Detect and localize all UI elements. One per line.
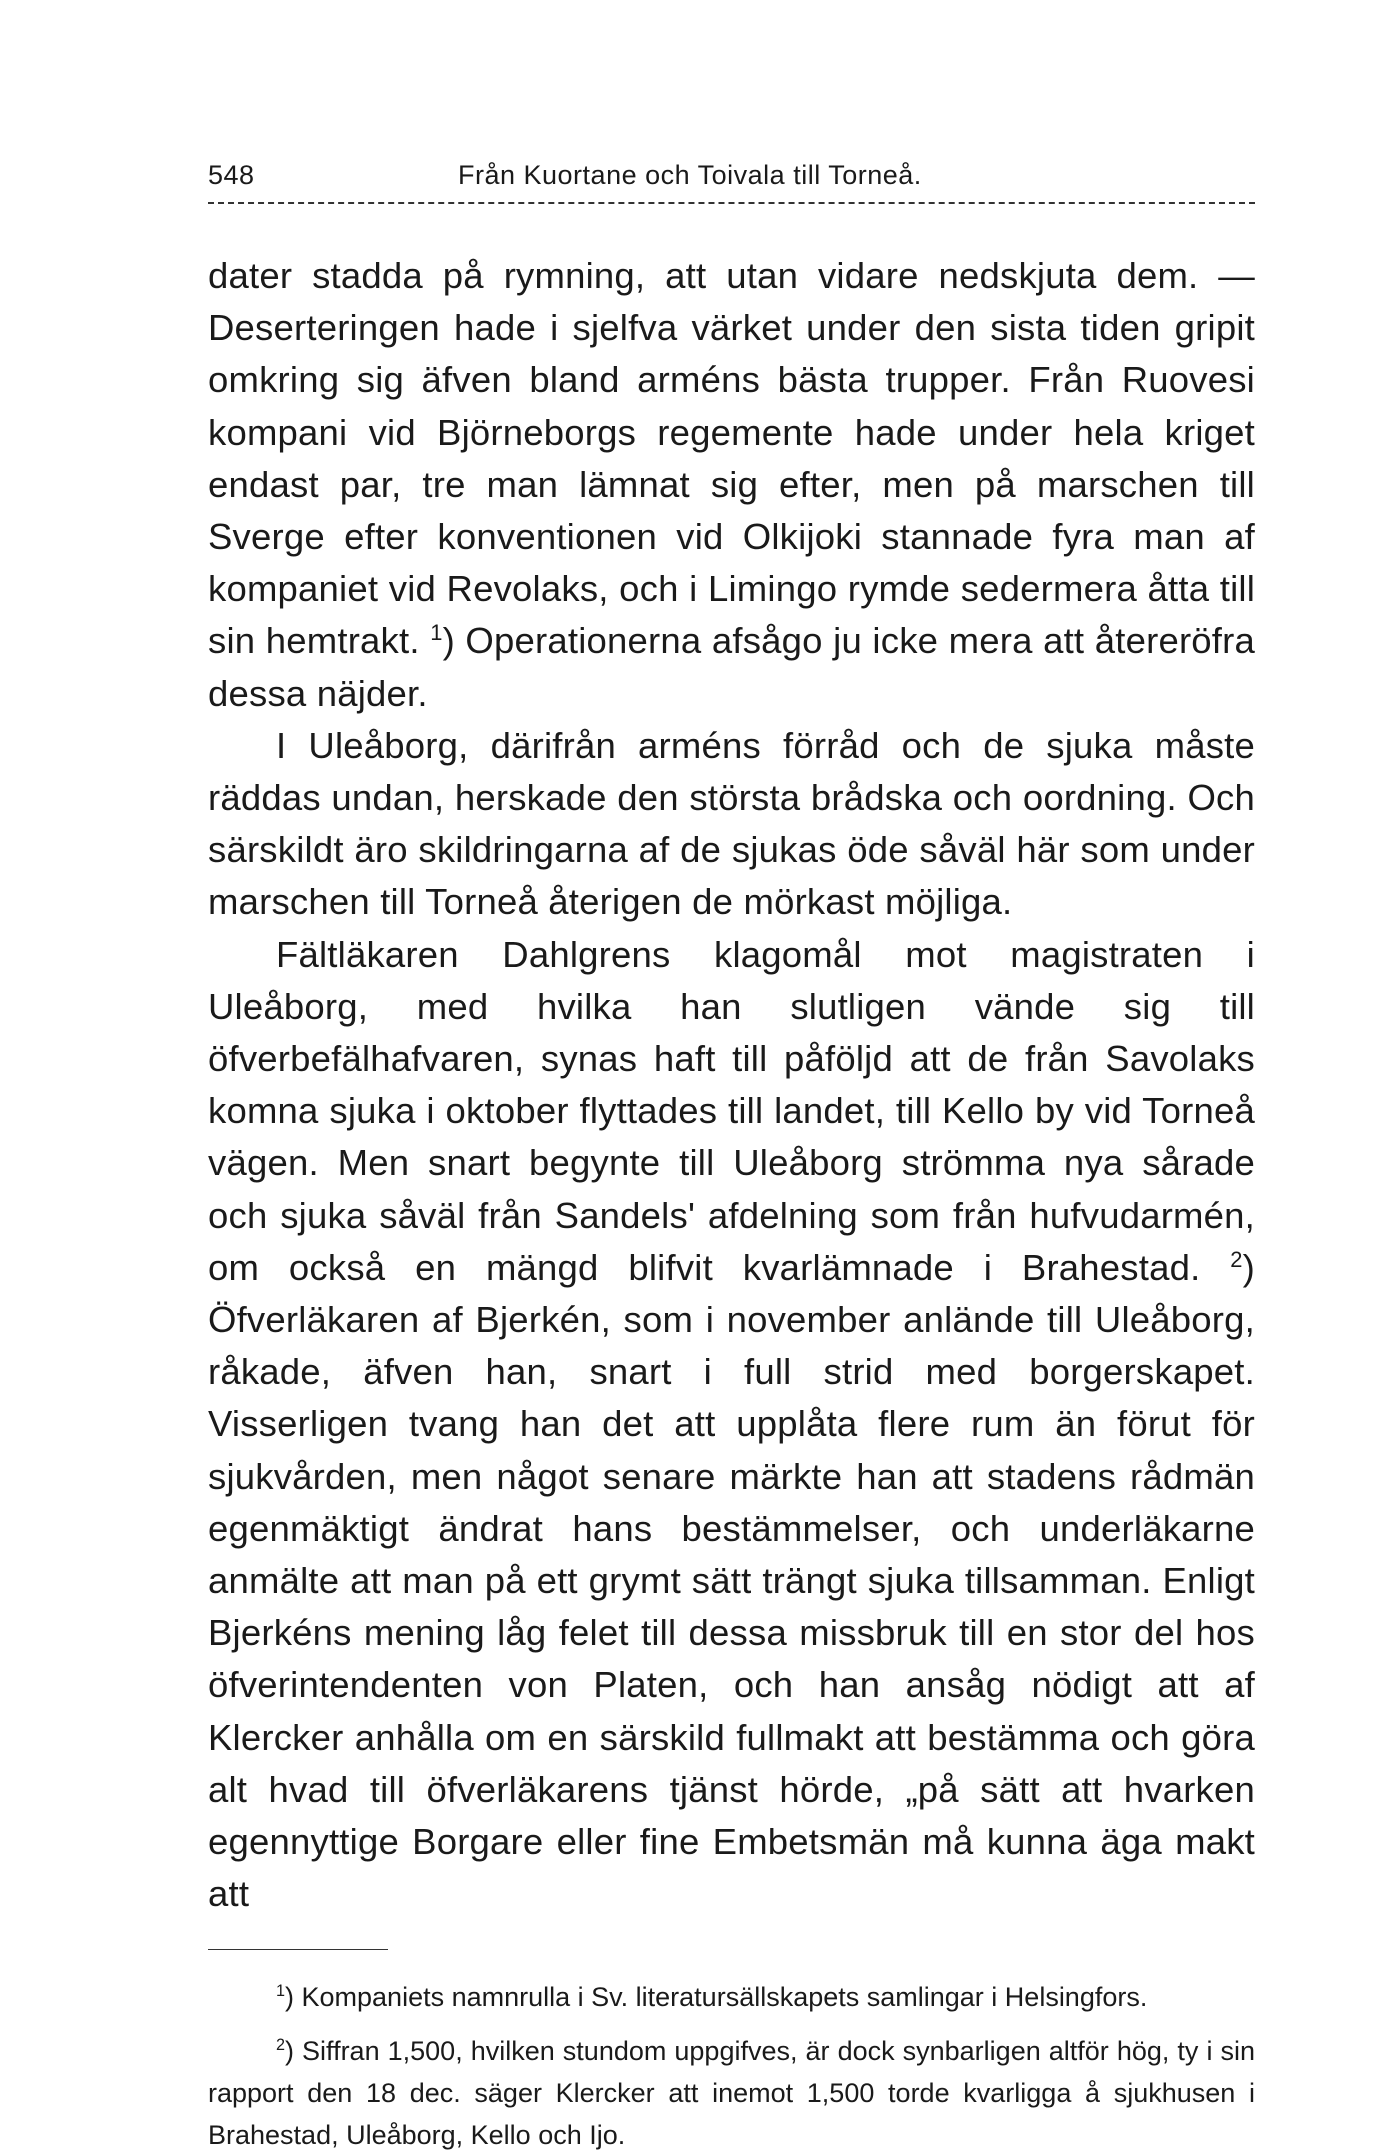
paragraph-1 [208, 250, 1255, 720]
footnotes [208, 1976, 1255, 2156]
footnote-1-text: ) Kompaniets namnrulla i Sv. literatursällskapets samlingar i Helsingfors. [285, 1981, 1148, 2012]
footnote-1 [208, 1976, 1255, 2018]
footnote-1-marker: 1 [276, 1981, 286, 2000]
footnote-2-marker: 2 [276, 2035, 286, 2054]
book-page [208, 160, 1255, 2156]
footnote-2-text: ) Siffran 1,500, hvilken stundom uppgifves, är dock synbarligen altför hög, ty i sin rapport den 18 dec. säger Klercker att inemot 1,500 torde kvarligga å sjukhusen i Brahestad, Uleåborg, Kello och Ijo. [208, 2035, 1255, 2150]
running-head [208, 160, 1255, 198]
page-number: 548 [208, 160, 255, 190]
paragraph-1-text-b: ) Operationerna afsågo ju icke mera att återeröfra dessa näjder. [208, 620, 1255, 714]
footnote-ref-2: 2 [1230, 1246, 1243, 1272]
paragraph-3-text-b: ) Öfverläkaren af Bjerkén, som i november anlände till Uleåborg, råkade, äfven han, snart i full strid med borgerskapet. Visserligen tvang han det att upplåta flere rum än förut för sjukvården, men något senare märkte han att stadens rådmän egenmäktigt ändrat hans bestämmelser, och underläkarne anmälte att man på ett grymt sätt trängt sjuka tillsamman. Enligt Bjerkéns mening låg felet till dessa missbruk till en stor del hos öfverintendenten von Platen, och han ansåg nödigt att af Klercker anhålla om en särskild fullmakt att bestämma och göra alt hvad till öfverläkarens tjänst hörde, „på sätt att hvarken egennyttige Borgare eller fine Embetsmän må kunna äga makt att [208, 1246, 1256, 1915]
header-rule [208, 202, 1255, 204]
running-title: Från Kuortane och Toivala till Torneå. [458, 160, 922, 190]
paragraph-2: I Uleåborg, därifrån arméns förråd och de sjuka måste räddas undan, herskade den största brådska och oordning. Och särskildt äro skildringarna af de sjukas öde såväl här som under marschen till Torneå återigen de mörkast möjliga. [208, 724, 1255, 923]
footnote-2 [208, 2030, 1255, 2156]
footnote-ref-1: 1 [430, 620, 443, 646]
paragraph-1-text-a: dater stadda på rymning, att utan vidare nedskjuta dem. — Deserteringen hade i sjelfva värket under den sista tiden gripit omkring sig äfven bland arméns bästa trupper. Från Ruovesi kompani vid Björneborgs regemente hade under hela kriget endast par, tre man lämnat sig efter, men på marschen till Sverge efter konventionen vid Olkijoki stannade fyra man af kompaniet vid Revolaks, och i Limingo rymde sedermera åtta till sin hemtrakt. [208, 255, 1255, 662]
body-text [208, 250, 1255, 1921]
paragraph-3-text-a: Fältläkaren Dahlgrens klagomål mot magistraten i Uleåborg, med hvilka han slutligen vände sig till öfverbefälhafvaren, synas haft till påföljd att de från Savolaks komna sjuka i oktober flyttades till landet, till Kello by vid Torneå vägen. Men snart begynte till Uleåborg strömma nya sårade och sjuka såväl från Sandels' afdelning som från hufvudarmén, om också en mängd blifvit kvarlämnade i Brahestad. [208, 933, 1255, 1288]
paragraph-3 [208, 929, 1255, 1921]
footnote-separator [208, 1949, 388, 1950]
